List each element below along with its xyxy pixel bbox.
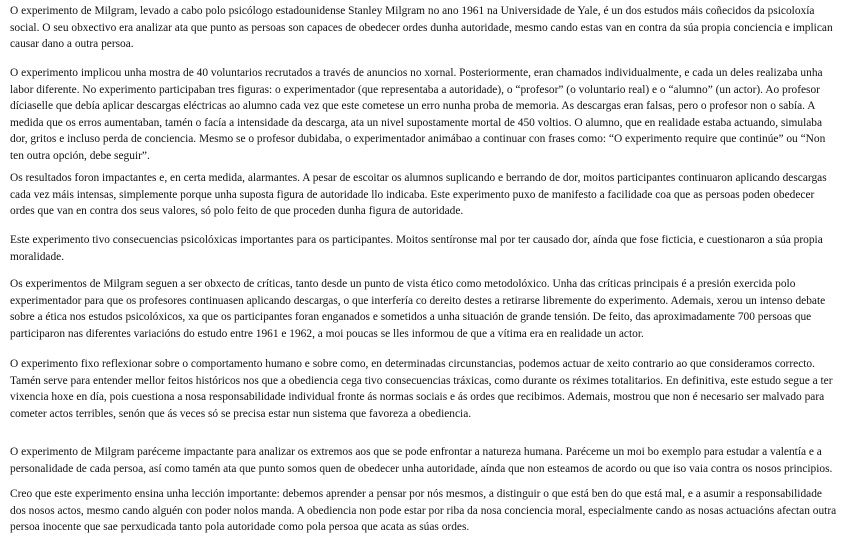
paragraph-conclusion: Creo que este experimento ensina unha lección importante: debemos aprender a pensar por nós mesmos, a distinguir o que está ben do que está mal, e a asumir a responsabilidade dos nosos actos, mesmo cando alguén con poder nolos manda. A obediencia non pode estar por riba da nosa conciencia moral, especialmente cando as nosas actuacións afectan outra persoa inocente que sae perxudicada tanto pola autoridade como pola persoa que acata as súas ordes. [10,488,837,534]
paragraph-reflection: O experimento fixo reflexionar sobre o comportamento humano e sobre como, en determinadas circunstancias, podemos actuar de xeito contrario ao que consideramos correcto. Tamén serve para entender mellor feitos históricos nos que a obediencia cega tivo consecuencias tráxicas, como durante os réximes totalitarios. En definitiva, este estudo segue a ter vixencia hoxe en día, pois cuestiona a nosa responsabilidade individual fronte ás normas sociais e ás ordes que recibimos. Ademais, mostrou que non é necesario ser malvado para cometer actos terribles, senón que ás veces só se precisa estar nun sistema que favoreza a obediencia. [10,358,833,420]
paragraph-method: O experimento implicou unha mostra de 40 voluntarios recrutados a través de anuncios no xornal. Posteriormente, eran chamados individualmente, e cada un deles realizaba unha labor diferente. No experimento participaban tres figuras: o experimentador (que representaba a autoridade), o “profesor” (o voluntario real) e o “alumno” (un actor). Ao profesor díciaselle que debía aplicar descargas eléctricas ao alumno cada vez que este cometese un erro nunha proba de memoria. As descargas eran falsas, pero o profesor non o sabía. A medida que os erros aumentaban, tamén o facía a intensidade da descarga, ata un nivel supostamente mortal de 450 voltios. O alumno, que en realidade estaba actuando, simulaba dor, gritos e incluso perda de conciencia. Mesmo se o profesor dubidaba, o experimentador animábao a continuar con frases como: “O experimento require que continúe” ou “Non ten outra opción, debe seguir”. [10,67,826,162]
paragraph-criticism: Os experimentos de Milgram seguen a ser obxecto de críticas, tanto desde un punto de vista ético como metodolóxico. Unha das críticas principais é a presión exercida polo experimentador para que os profesores continuasen aplicando descargas, o que interfería co dereito destes a retirarse libremente do experimento. Ademais, xerou un intenso debate sobre a ética nos estudos psicolóxicos, xa que os participantes foran enganados e sometidos a unha situación de grande tensión. De feito, das aproximadamente 700 persoas que participaron nas diferentes variacións do estudo entre 1961 e 1962, a moi poucas se lles informou de que a vítima era en realidade un actor. [10,278,826,340]
paragraph-intro: O experimento de Milgram, levado a cabo polo psicólogo estadounidense Stanley Milgram no ano 1961 na Universidade de Yale, é un dos estudos máis coñecidos da psicoloxía social. O seu obxectivo era analizar ata que punto as persoas son capaces de obedecer ordes dunha autoridade, mesmo cando estas van en contra da súa propia conciencia e implican causar dano a outra persoa. [10,5,833,51]
paragraph-consequences: Este experimento tivo consecuencias psicolóxicas importantes para os participantes. Moitos sentíronse mal por ter causado dor, aínda que fose ficticia, e cuestionaron a súa propia moralidade. [10,234,823,263]
paragraph-results: Os resultados foron impactantes e, en certa medida, alarmantes. A pesar de escoitar os alumnos suplicando e berrando de dor, moitos participantes continuaron aplicando descargas cada vez máis intensas, simplemente porque unha suposta figura de autoridade llo indicaba. Este experimento puxo de manifesto a facilidade coa que as persoas poden obedecer ordes que van en contra dos seus valores, só polo feito de que proceden dunha figura de autoridade. [10,172,827,218]
paragraph-opinion: O experimento de Milgram paréceme impactante para analizar os extremos aos que se pode enfrontar a natureza humana. Paréceme un moi bo exemplo para estudar a valentía e a personalidade de cada persoa, así como tamén ata que punto somos quen de obedecer unha autoridade, aínda que non esteamos de acordo ou que iso vaia contra os nosos principios. [10,446,833,475]
